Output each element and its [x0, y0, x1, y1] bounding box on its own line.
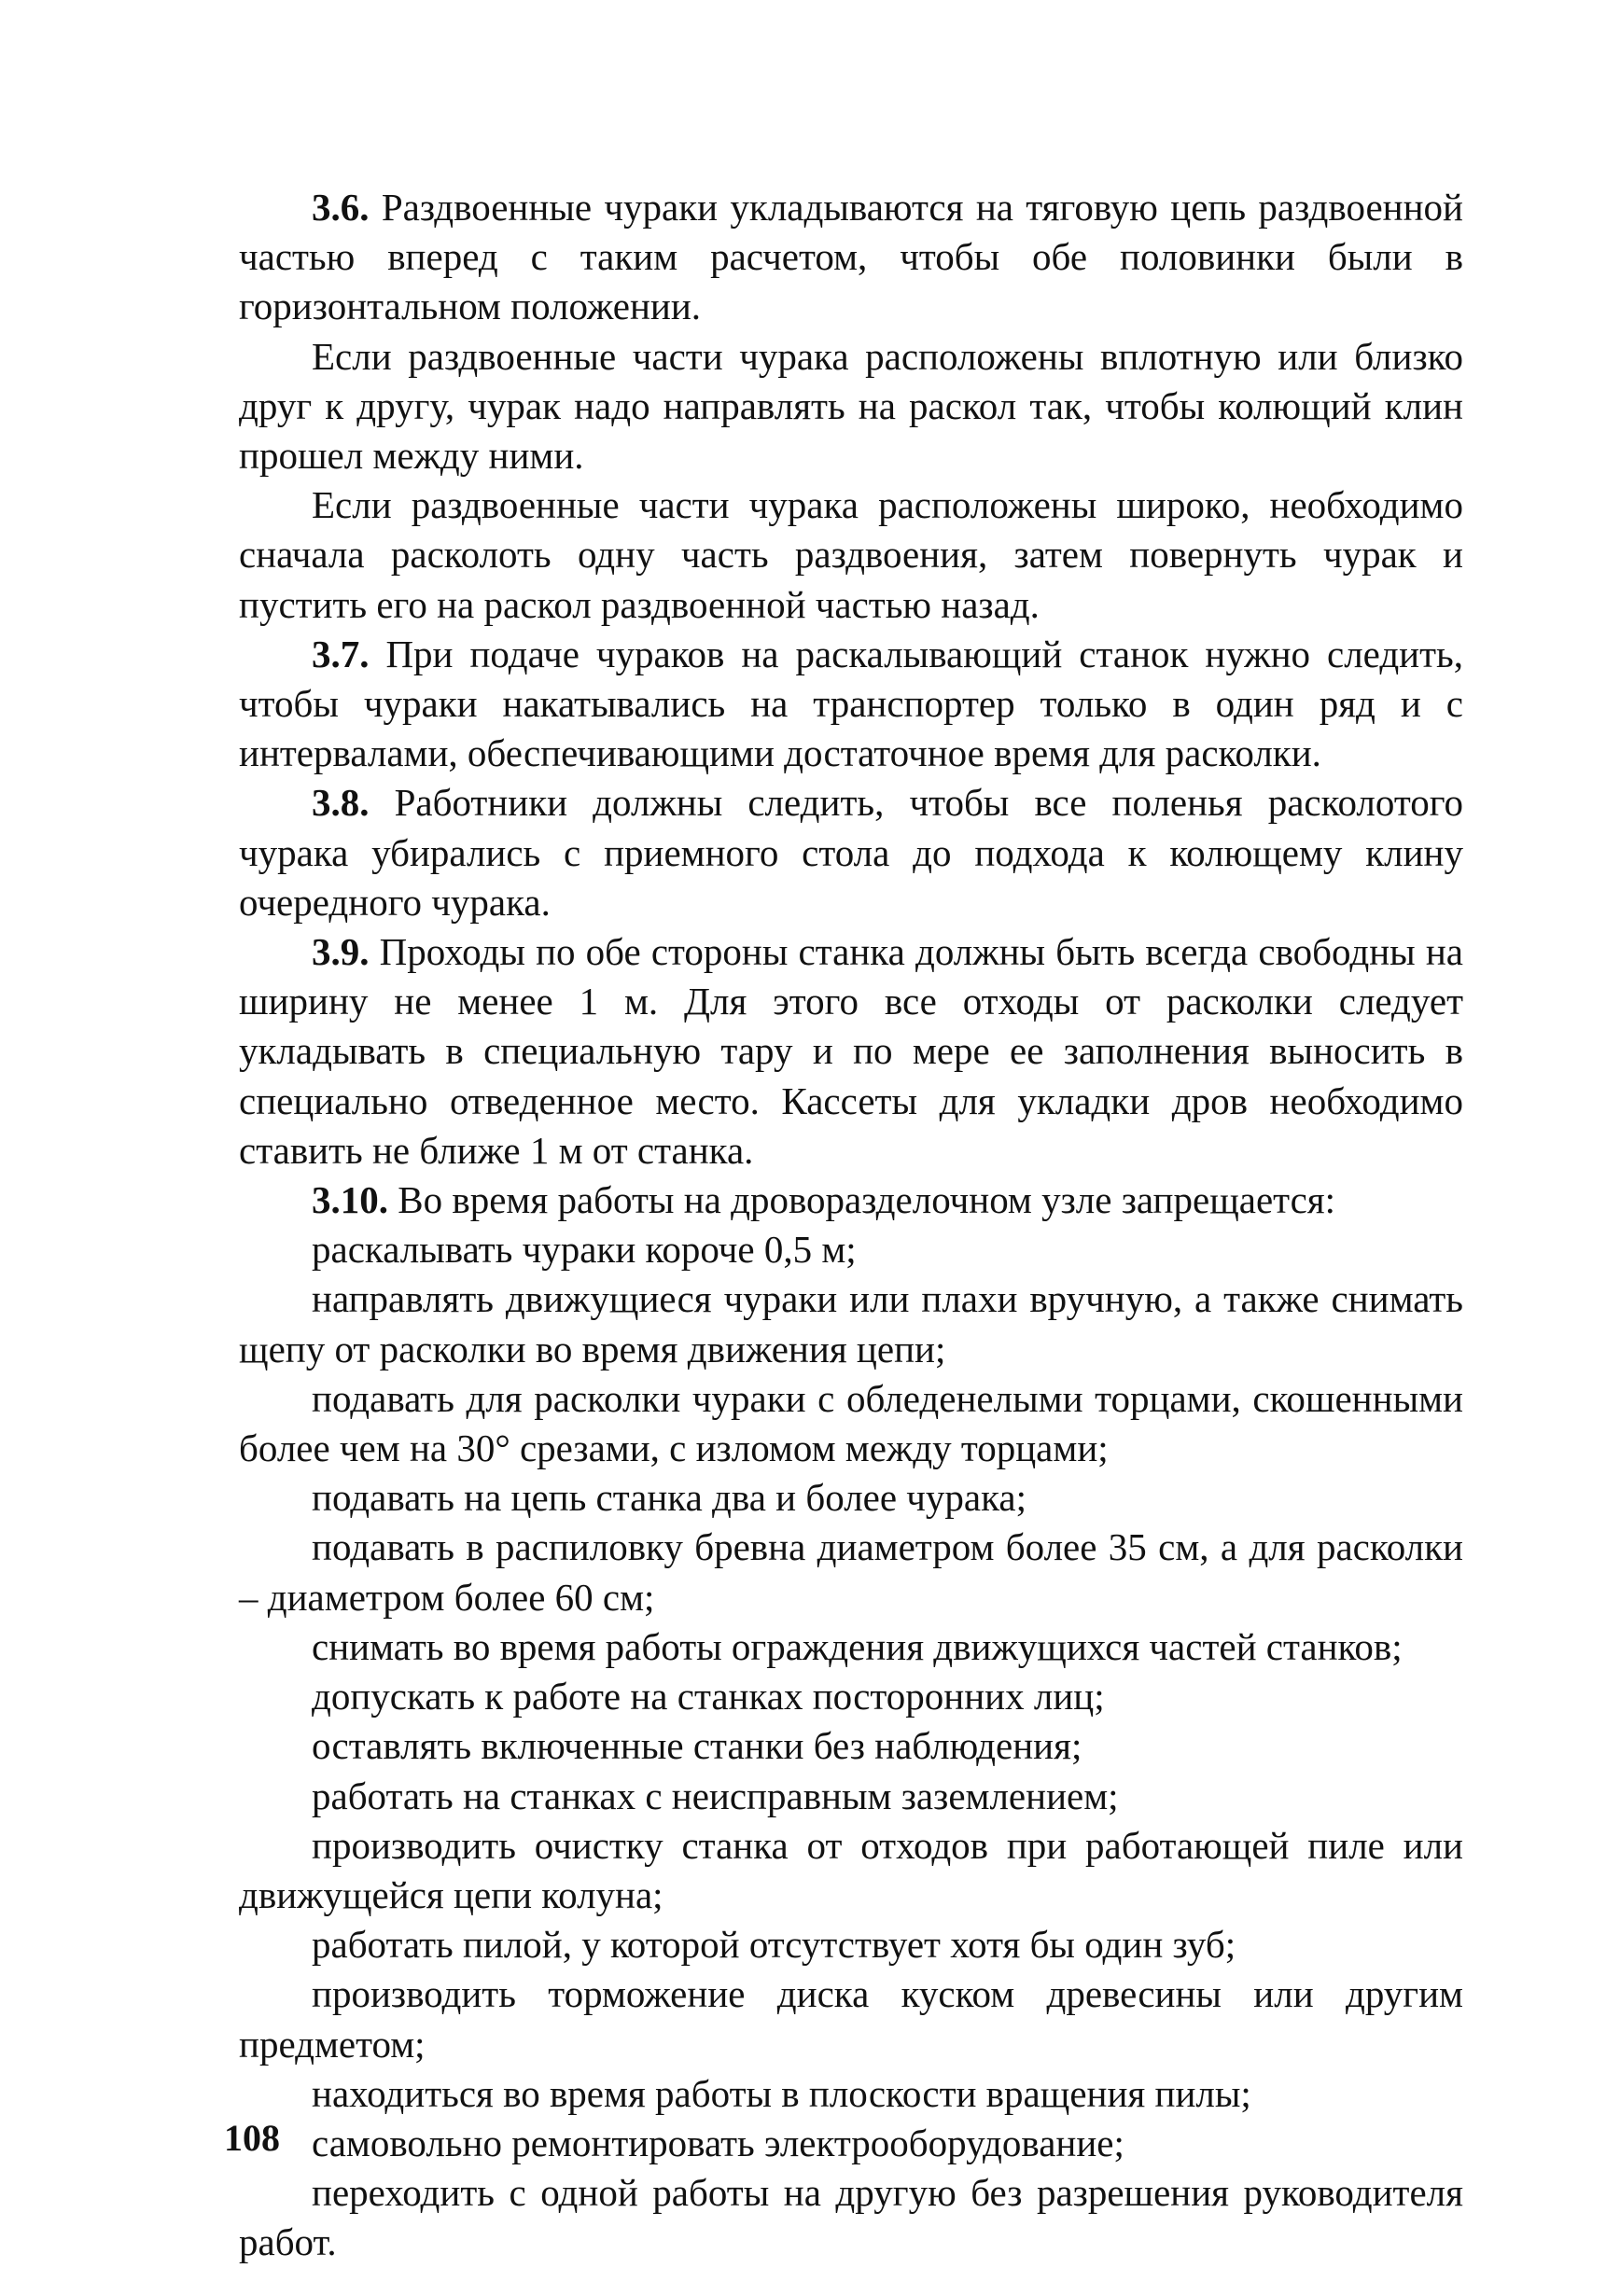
paragraph-text: переходить с одной работы на другую без разрешения руководителя работ. — [239, 2171, 1463, 2264]
paragraph-text: подавать на цепь станка два и более чурака; — [312, 1476, 1027, 1520]
paragraph-close-parts — [239, 332, 1463, 481]
paragraph-text: Во время работы на дроворазделочном узле запрещается: — [388, 1178, 1336, 1222]
paragraph-text: оставлять включенные станки без наблюдения; — [312, 1724, 1082, 1768]
paragraph-text: Если раздвоенные части чурака расположены вплотную или близко друг к другу, чурак надо направлять на раскол так, чтобы колющий клин прошел между ними. — [239, 334, 1463, 478]
paragraph-3-7 — [239, 630, 1463, 779]
prohibition-item — [239, 1721, 1463, 1771]
paragraph-text: работать на станках с неисправным заземлением; — [312, 1774, 1119, 1817]
paragraph-text: работать пилой, у которой отсутствует хотя бы один зуб; — [312, 1923, 1236, 1967]
prohibition-item — [239, 1920, 1463, 1969]
paragraph-text: производить торможение диска куском древесины или другим предметом; — [239, 1972, 1463, 2066]
paragraph-text: подавать в распиловку бревна диаметром более 35 см, а для расколки – диаметром более 60 см; — [239, 1525, 1463, 1619]
paragraph-text: самовольно ремонтировать электрооборудование; — [312, 2121, 1124, 2164]
prohibition-item — [239, 1672, 1463, 1721]
paragraph-text: производить очистку станка от отходов при работающей пиле или движущейся цепи колуна; — [239, 1823, 1463, 1916]
prohibition-item — [239, 1274, 1463, 1373]
prohibition-item — [239, 1772, 1463, 1821]
prohibition-item — [239, 1473, 1463, 1523]
prohibition-item — [239, 1374, 1463, 1473]
clause-number: 3.8. — [312, 781, 370, 825]
paragraph-text: Проходы по обе стороны станка должны быть всегда свободны на ширину не менее 1 м. Для этого все отходы от расколки следует укладывать в специальную тару и по мере ее заполнения выносить в специально отведенное место. Кассеты для укладки дров необходимо ставить не ближе 1 м от станка. — [239, 930, 1463, 1172]
paragraph-text: Работники должны следить, чтобы все поленья расколотого чурака убирались с приемного стола до подхода к колющему клину очередного чурака. — [239, 781, 1463, 924]
clause-number: 3.9. — [312, 930, 370, 974]
body-text — [239, 183, 1463, 2268]
clause-number: 3.6. — [312, 186, 370, 229]
paragraph-text: подавать для расколки чураки с обледенелыми торцами, скошенными более чем на 30° срезами, с изломом между торцами; — [239, 1376, 1463, 1470]
paragraph-3-9 — [239, 927, 1463, 1176]
prohibition-item — [239, 2168, 1463, 2267]
paragraph-wide-parts — [239, 480, 1463, 630]
prohibition-item — [239, 1225, 1463, 1274]
paragraph-3-6 — [239, 183, 1463, 332]
paragraph-text: Раздвоенные чураки укладываются на тяговую цепь раздвоенной частью вперед с таким расчетом, чтобы обе половинки были в горизонтальном положении. — [239, 186, 1463, 328]
paragraph-text: находиться во время работы в плоскости вращения пилы; — [312, 2071, 1251, 2115]
prohibition-item — [239, 1523, 1463, 1621]
paragraph-text: допускать к работе на станках посторонних лиц; — [312, 1675, 1105, 1719]
page-number: 108 — [224, 2117, 280, 2159]
paragraph-3-8 — [239, 778, 1463, 927]
clause-number: 3.10. — [312, 1178, 388, 1222]
clause-number: 3.7. — [312, 632, 370, 675]
prohibition-item — [239, 1622, 1463, 1672]
prohibition-item — [239, 1821, 1463, 1920]
paragraph-text: раскалывать чураки короче 0,5 м; — [312, 1228, 857, 1272]
paragraph-3-10 — [239, 1176, 1463, 1225]
paragraph-text: При подаче чураков на раскалывающий станок нужно следить, чтобы чураки накатывались на транспортер только в один ряд и с интервалами, обеспечивающими достаточное время для расколки. — [239, 632, 1463, 775]
paragraph-text: направлять движущиеся чураки или плахи вручную, а также снимать щепу от расколки во время движения цепи; — [239, 1277, 1463, 1371]
prohibition-item — [239, 2069, 1463, 2119]
paragraph-text: снимать во время работы ограждения движущихся частей станков; — [312, 1624, 1403, 1668]
paragraph-text: Если раздвоенные части чурака расположены широко, необходимо сначала расколоть одну часть раздвоения, затем повернуть чурак и пустить его на раскол раздвоенной частью назад. — [239, 483, 1463, 626]
prohibition-item — [239, 2119, 1463, 2168]
prohibition-item — [239, 1969, 1463, 2068]
